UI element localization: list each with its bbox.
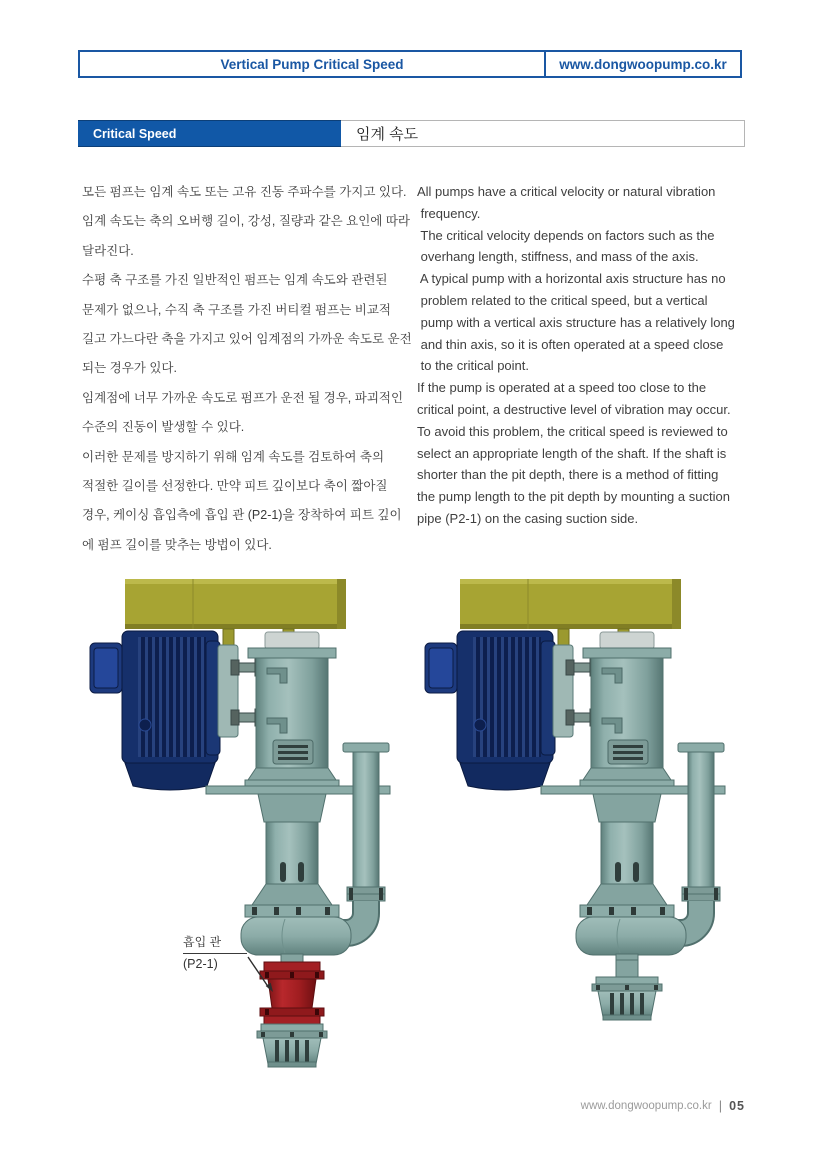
- page-header: [78, 50, 742, 78]
- text-line: To avoid this problem, the critical speed is reviewed to: [417, 423, 728, 439]
- text-line: frequency.: [417, 205, 481, 221]
- text-line: critical point, a destructive level of vibration may occur.: [417, 401, 731, 417]
- text-line: pump with a vertical axis structure has a relatively long: [417, 314, 735, 330]
- text-line: overhang length, stiffness, and mass of the axis.: [417, 249, 699, 265]
- text-line: 이러한 문제를 방지하기 위해 임계 속도를 검토하여 축의: [82, 449, 385, 464]
- footer-separator: |: [718, 1098, 723, 1113]
- text-line: the pump length to the pit depth by mounting a suction: [417, 489, 730, 505]
- text-line: 문제가 없으나, 수직 축 구조를 가진 버티컬 펌프는 비교적: [82, 302, 391, 317]
- section-label-ko: 임계 속도: [341, 120, 745, 147]
- text-line: All pumps have a critical velocity or natural vibration: [417, 184, 716, 199]
- text-line: The critical velocity depends on factors such as the: [417, 227, 715, 243]
- footer-page-number: 05: [729, 1098, 745, 1113]
- casing-neck: [616, 960, 638, 978]
- text-line: 되는 경우가 있다.: [82, 361, 177, 376]
- header-title: Vertical Pump Critical Speed: [78, 50, 546, 78]
- korean-paragraph: [82, 178, 412, 560]
- suction-pipe: [260, 962, 324, 1024]
- callout-text-line1: 흡입 관: [183, 933, 247, 954]
- text-line: A typical pump with a horizontal axis structure has no: [417, 271, 726, 287]
- text-line: 임계점에 너무 가까운 속도로 펌프가 운전 될 경우, 파괴적인: [82, 390, 404, 405]
- suction-pipe-callout: [183, 933, 247, 974]
- section-label-en: Critical Speed: [78, 120, 341, 147]
- text-line: and thin axis, so it is often operated at a speed close: [417, 336, 724, 352]
- text-line: 에 펌프 길이를 맞추는 방법이 있다.: [82, 537, 272, 552]
- text-line: 적절한 길이를 선정한다. 만약 피트 깊이보다 축이 짧아질: [82, 478, 388, 493]
- section-bar: [78, 120, 745, 147]
- footer-website: www.dongwoopump.co.kr: [580, 1099, 712, 1112]
- english-paragraph: [417, 181, 767, 530]
- text-line: 수준의 진동이 발생할 수 있다.: [82, 420, 245, 435]
- text-line: pipe (P2-1) on the casing suction side.: [417, 510, 639, 526]
- figure-pump-standard: [420, 575, 765, 1045]
- text-line: 모든 펌프는 임계 속도 또는 고유 진동 주파수를 가지고 있다.: [82, 185, 407, 199]
- text-line: 달라진다.: [82, 243, 134, 258]
- page-footer: [581, 1098, 745, 1113]
- text-line: 길고 가느다란 축을 가지고 있어 임계점의 가까운 속도로 운전: [82, 331, 412, 346]
- text-line: If the pump is operated at a speed too close to the: [417, 380, 707, 396]
- text-line: 수평 축 구조를 가진 일반적인 펌프는 임계 속도와 관련된: [82, 273, 388, 288]
- text-line: to the critical point.: [417, 358, 529, 374]
- figure-pump-with-suction-pipe: [85, 575, 430, 1090]
- text-line: select an appropriate length of the shaft. If the shaft is: [417, 445, 727, 461]
- text-line: shorter than the pit depth, there is a method of fitting: [417, 467, 719, 483]
- header-website: www.dongwoopump.co.kr: [546, 50, 742, 78]
- text-line: 임계 속도는 축의 오버행 길이, 강성, 질량과 같은 요인에 따라: [82, 214, 411, 229]
- callout-text-line2: (P2-1): [183, 957, 218, 971]
- text-line: 경우, 케이싱 흡입측에 흡입 관 (P2-1)을 장착하여 피트 깊이: [82, 508, 402, 523]
- text-line: problem related to the critical speed, but a vertical: [417, 292, 708, 308]
